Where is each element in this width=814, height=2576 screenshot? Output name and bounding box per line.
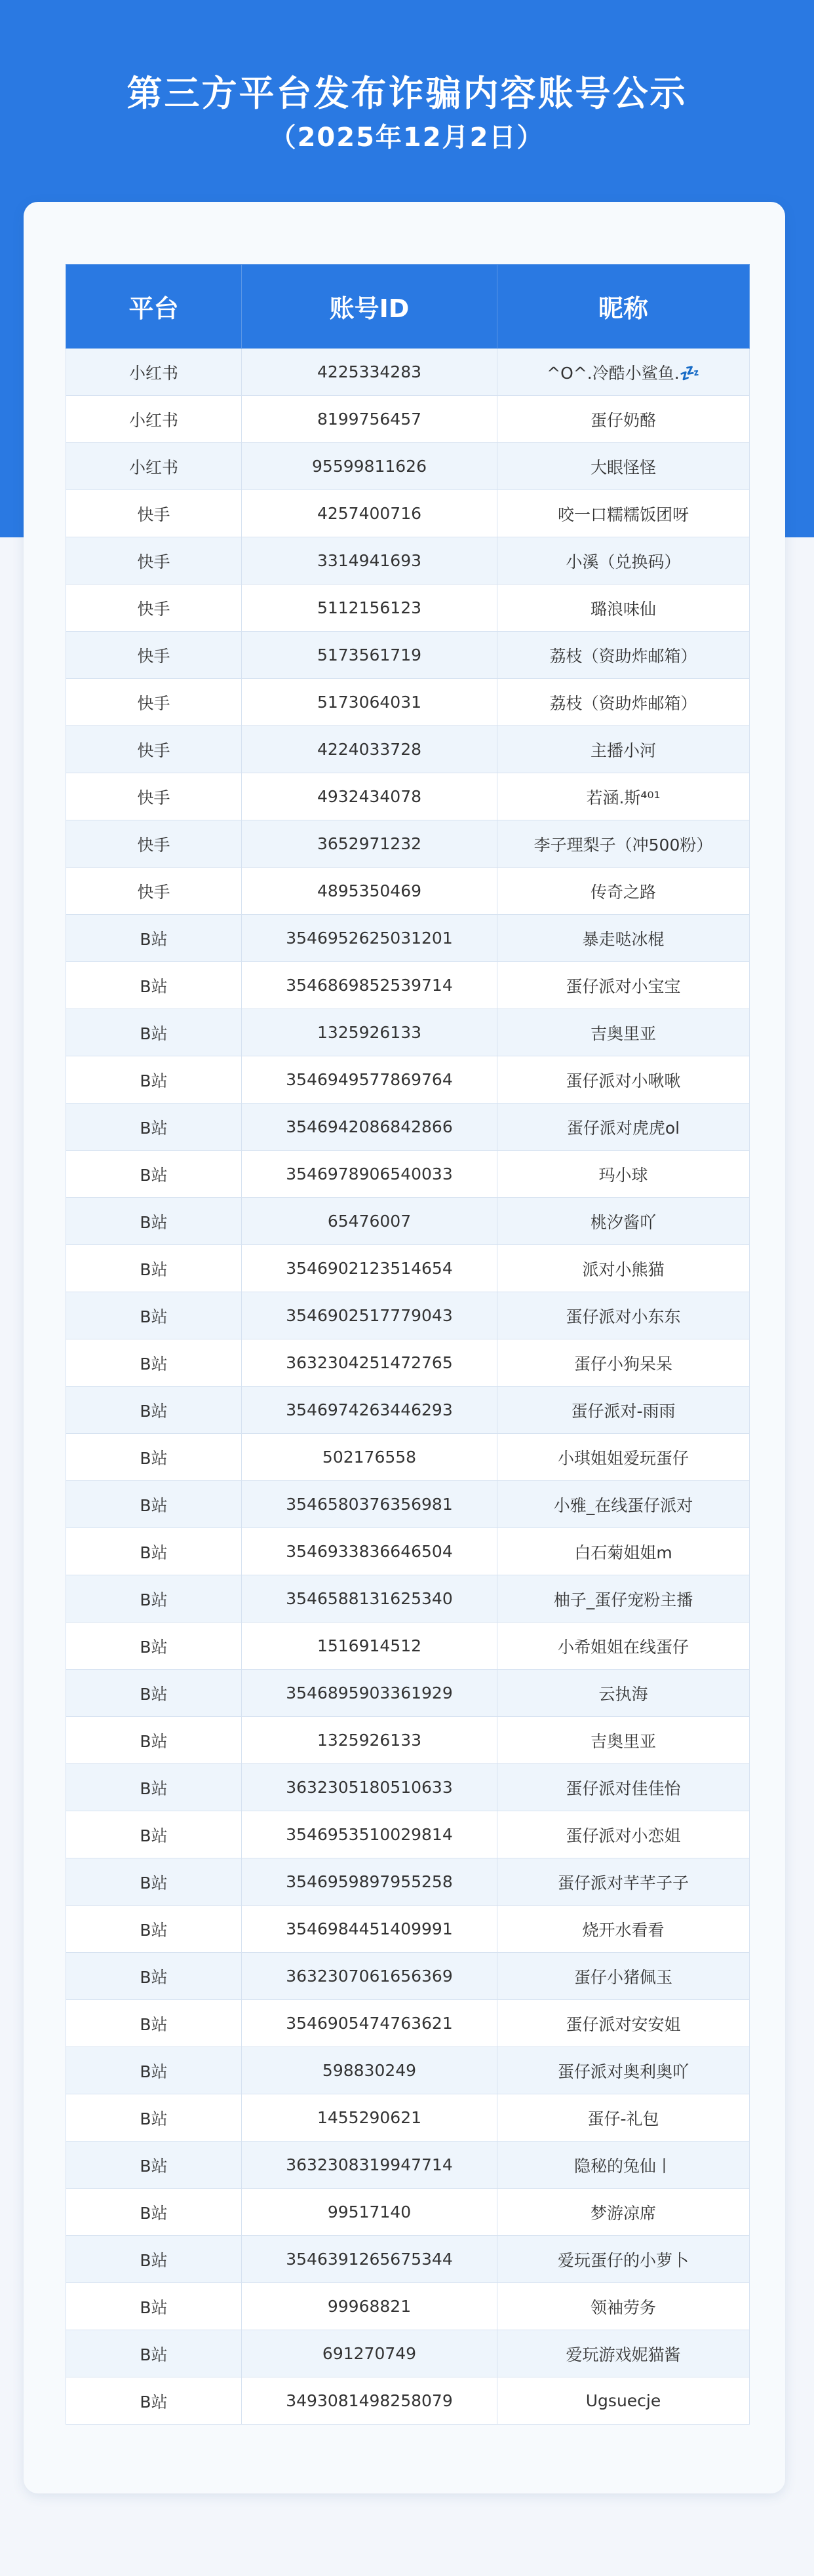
cell-platform: 小红书: [66, 349, 242, 396]
cell-nickname: 蛋仔小狗呆呆: [497, 1339, 750, 1387]
table-row: [66, 1009, 750, 1056]
column-header-nickname: 昵称: [497, 265, 750, 349]
cell-account-id: 8199756457: [242, 396, 497, 443]
cell-nickname: 隐秘的兔仙丨: [497, 2142, 750, 2189]
table-row: [66, 915, 750, 962]
table-row: [66, 1387, 750, 1434]
cell-platform: B站: [66, 2094, 242, 2142]
table-row: [66, 396, 750, 443]
table-header-row: [66, 265, 750, 349]
cell-account-id: 5173561719: [242, 632, 497, 679]
cell-platform: B站: [66, 1245, 242, 1292]
table-row: [66, 1764, 750, 1811]
cell-nickname: 小雅_在线蛋仔派对: [497, 1481, 750, 1528]
cell-platform: B站: [66, 1623, 242, 1670]
cell-account-id: 3632305180510633: [242, 1764, 497, 1811]
table-row: [66, 1198, 750, 1245]
table-row: [66, 820, 750, 868]
table-row: [66, 1811, 750, 1858]
column-header-platform: 平台: [66, 265, 242, 349]
cell-account-id: 3546942086842866: [242, 1104, 497, 1151]
table-row: [66, 2047, 750, 2094]
cell-nickname: 咬一口糯糯饭团呀: [497, 490, 750, 537]
cell-account-id: 3546869852539714: [242, 962, 497, 1009]
table-row: [66, 2189, 750, 2236]
cell-account-id: 4224033728: [242, 726, 497, 773]
cell-platform: 快手: [66, 820, 242, 868]
table-row: [66, 2000, 750, 2047]
table-row: [66, 1481, 750, 1528]
cell-account-id: 5112156123: [242, 585, 497, 632]
cell-nickname: 蛋仔派对-雨雨: [497, 1387, 750, 1434]
table-row: [66, 773, 750, 820]
cell-account-id: 4932434078: [242, 773, 497, 820]
cell-platform: B站: [66, 1009, 242, 1056]
cell-account-id: 3546905474763621: [242, 2000, 497, 2047]
cell-account-id: 691270749: [242, 2330, 497, 2377]
cell-platform: B站: [66, 1481, 242, 1528]
cell-platform: B站: [66, 2283, 242, 2330]
page-subtitle: （2025年12月2日）: [269, 123, 545, 153]
table-row: [66, 1670, 750, 1717]
cell-nickname: ^O^.冷酷小鲨鱼.💤: [497, 349, 750, 396]
cell-nickname: 小希姐姐在线蛋仔: [497, 1623, 750, 1670]
table-row: [66, 1623, 750, 1670]
cell-account-id: 3632307061656369: [242, 1953, 497, 2000]
table-row: [66, 1717, 750, 1764]
cell-nickname: 白石菊姐姐m: [497, 1528, 750, 1575]
cell-nickname: 荔枝（资助炸邮箱）: [497, 632, 750, 679]
cell-account-id: 99517140: [242, 2189, 497, 2236]
table-row: [66, 1528, 750, 1575]
cell-account-id: 3546984451409991: [242, 1906, 497, 1953]
cell-nickname: 柚子_蛋仔宠粉主播: [497, 1575, 750, 1623]
cell-platform: B站: [66, 2377, 242, 2425]
cell-nickname: 蛋仔派对小啾啾: [497, 1056, 750, 1104]
table-row: [66, 726, 750, 773]
table-row: [66, 1056, 750, 1104]
cell-account-id: 3314941693: [242, 537, 497, 585]
table-row: [66, 1104, 750, 1151]
cell-nickname: 梦游凉席: [497, 2189, 750, 2236]
cell-nickname: 小溪（兑换码）: [497, 537, 750, 585]
cell-platform: B站: [66, 1764, 242, 1811]
table-row: [66, 1434, 750, 1481]
cell-nickname: 蛋仔派对奥利奥吖: [497, 2047, 750, 2094]
cell-nickname: 蛋仔派对佳佳怡: [497, 1764, 750, 1811]
cell-account-id: 1325926133: [242, 1009, 497, 1056]
table-row: [66, 2142, 750, 2189]
cell-account-id: 3546959897955258: [242, 1858, 497, 1906]
cell-account-id: 95599811626: [242, 443, 497, 490]
table-container: [66, 264, 749, 2425]
cell-nickname: 蛋仔-礼包: [497, 2094, 750, 2142]
cell-platform: B站: [66, 2189, 242, 2236]
cell-nickname: 领袖劳务: [497, 2283, 750, 2330]
cell-platform: B站: [66, 1292, 242, 1339]
cell-platform: B站: [66, 1151, 242, 1198]
cell-platform: 快手: [66, 726, 242, 773]
cell-account-id: 3493081498258079: [242, 2377, 497, 2425]
table-row: [66, 2330, 750, 2377]
cell-platform: B站: [66, 1575, 242, 1623]
cell-account-id: 99968821: [242, 2283, 497, 2330]
table-row: [66, 2283, 750, 2330]
cell-account-id: 3546974263446293: [242, 1387, 497, 1434]
cell-account-id: 3546580376356981: [242, 1481, 497, 1528]
cell-platform: B站: [66, 1339, 242, 1387]
cell-nickname: 吉奥里亚: [497, 1009, 750, 1056]
cell-platform: B站: [66, 1670, 242, 1717]
cell-nickname: 爱玩蛋仔的小萝卜: [497, 2236, 750, 2283]
cell-account-id: 3546978906540033: [242, 1151, 497, 1198]
table-row: [66, 632, 750, 679]
cell-platform: B站: [66, 1434, 242, 1481]
cell-platform: 快手: [66, 537, 242, 585]
cell-platform: 快手: [66, 773, 242, 820]
cell-platform: B站: [66, 962, 242, 1009]
cell-platform: B站: [66, 1056, 242, 1104]
cell-nickname: 若涵.斯⁴⁰¹: [497, 773, 750, 820]
cell-platform: 快手: [66, 868, 242, 915]
table-row: [66, 443, 750, 490]
table-row: [66, 1953, 750, 2000]
table-row: [66, 537, 750, 585]
cell-account-id: 3652971232: [242, 820, 497, 868]
cell-nickname: 云执海: [497, 1670, 750, 1717]
table-row: [66, 490, 750, 537]
cell-nickname: 吉奥里亚: [497, 1717, 750, 1764]
cell-nickname: 蛋仔派对小东东: [497, 1292, 750, 1339]
cell-account-id: 3546933836646504: [242, 1528, 497, 1575]
cell-account-id: 3546949577869764: [242, 1056, 497, 1104]
cell-platform: 快手: [66, 679, 242, 726]
cell-platform: B站: [66, 1906, 242, 1953]
table-row: [66, 1906, 750, 1953]
table-row: [66, 679, 750, 726]
table-row: [66, 349, 750, 396]
table-row: [66, 585, 750, 632]
cell-platform: B站: [66, 2330, 242, 2377]
cell-platform: 快手: [66, 490, 242, 537]
cell-nickname: 蛋仔派对虎虎ol: [497, 1104, 750, 1151]
cell-nickname: 大眼怪怪: [497, 443, 750, 490]
cell-account-id: 3546902517779043: [242, 1292, 497, 1339]
cell-account-id: 3546952625031201: [242, 915, 497, 962]
cell-nickname: 派对小熊猫: [497, 1245, 750, 1292]
cell-nickname: Ugsuecje: [497, 2377, 750, 2425]
cell-platform: B站: [66, 2142, 242, 2189]
account-table: [66, 264, 750, 2425]
table-row: [66, 868, 750, 915]
cell-nickname: 蛋仔派对小恋姐: [497, 1811, 750, 1858]
table-row: [66, 1575, 750, 1623]
table-body: [66, 349, 750, 2425]
cell-platform: B站: [66, 1528, 242, 1575]
table-row: [66, 1858, 750, 1906]
table-row: [66, 1245, 750, 1292]
cell-account-id: 598830249: [242, 2047, 497, 2094]
cell-platform: 小红书: [66, 443, 242, 490]
table-row: [66, 1292, 750, 1339]
page-title: 第三方平台发布诈骗内容账号公示: [126, 73, 688, 114]
cell-account-id: 1455290621: [242, 2094, 497, 2142]
table-row: [66, 2377, 750, 2425]
cell-nickname: 传奇之路: [497, 868, 750, 915]
cell-platform: B站: [66, 1858, 242, 1906]
cell-nickname: 荔枝（资助炸邮箱）: [497, 679, 750, 726]
cell-account-id: 1325926133: [242, 1717, 497, 1764]
cell-nickname: 璐浪味仙: [497, 585, 750, 632]
cell-account-id: 5173064031: [242, 679, 497, 726]
cell-platform: B站: [66, 1387, 242, 1434]
cell-account-id: 65476007: [242, 1198, 497, 1245]
cell-platform: B站: [66, 1717, 242, 1764]
cell-account-id: 502176558: [242, 1434, 497, 1481]
cell-platform: B站: [66, 1198, 242, 1245]
cell-nickname: 蛋仔奶酪: [497, 396, 750, 443]
table-row: [66, 1339, 750, 1387]
table-row: [66, 962, 750, 1009]
cell-account-id: 4895350469: [242, 868, 497, 915]
cell-account-id: 3546391265675344: [242, 2236, 497, 2283]
cell-platform: B站: [66, 1104, 242, 1151]
table-row: [66, 2236, 750, 2283]
cell-nickname: 蛋仔小猪佩玉: [497, 1953, 750, 2000]
content-card: [24, 202, 785, 2493]
column-header-account-id: 账号ID: [242, 265, 497, 349]
cell-account-id: 1516914512: [242, 1623, 497, 1670]
cell-nickname: 烧开水看看: [497, 1906, 750, 1953]
cell-nickname: 玛小球: [497, 1151, 750, 1198]
cell-platform: B站: [66, 2000, 242, 2047]
cell-nickname: 主播小河: [497, 726, 750, 773]
cell-platform: B站: [66, 1811, 242, 1858]
cell-platform: B站: [66, 2236, 242, 2283]
cell-nickname: 蛋仔派对芊芊子子: [497, 1858, 750, 1906]
cell-platform: B站: [66, 1953, 242, 2000]
cell-nickname: 李子理梨子（冲500粉）: [497, 820, 750, 868]
cell-nickname: 桃汐酱吖: [497, 1198, 750, 1245]
cell-account-id: 4257400716: [242, 490, 497, 537]
cell-account-id: 3632304251472765: [242, 1339, 497, 1387]
cell-account-id: 3632308319947714: [242, 2142, 497, 2189]
cell-platform: 小红书: [66, 396, 242, 443]
cell-account-id: 4225334283: [242, 349, 497, 396]
cell-nickname: 蛋仔派对安安姐: [497, 2000, 750, 2047]
cell-platform: B站: [66, 2047, 242, 2094]
cell-nickname: 暴走哒冰棍: [497, 915, 750, 962]
cell-account-id: 3546902123514654: [242, 1245, 497, 1292]
cell-nickname: 小琪姐姐爱玩蛋仔: [497, 1434, 750, 1481]
cell-account-id: 3546895903361929: [242, 1670, 497, 1717]
table-row: [66, 1151, 750, 1198]
cell-nickname: 蛋仔派对小宝宝: [497, 962, 750, 1009]
cell-platform: 快手: [66, 585, 242, 632]
cell-platform: 快手: [66, 632, 242, 679]
cell-platform: B站: [66, 915, 242, 962]
cell-nickname: 爱玩游戏妮猫酱: [497, 2330, 750, 2377]
cell-account-id: 3546588131625340: [242, 1575, 497, 1623]
table-row: [66, 2094, 750, 2142]
cell-account-id: 3546953510029814: [242, 1811, 497, 1858]
